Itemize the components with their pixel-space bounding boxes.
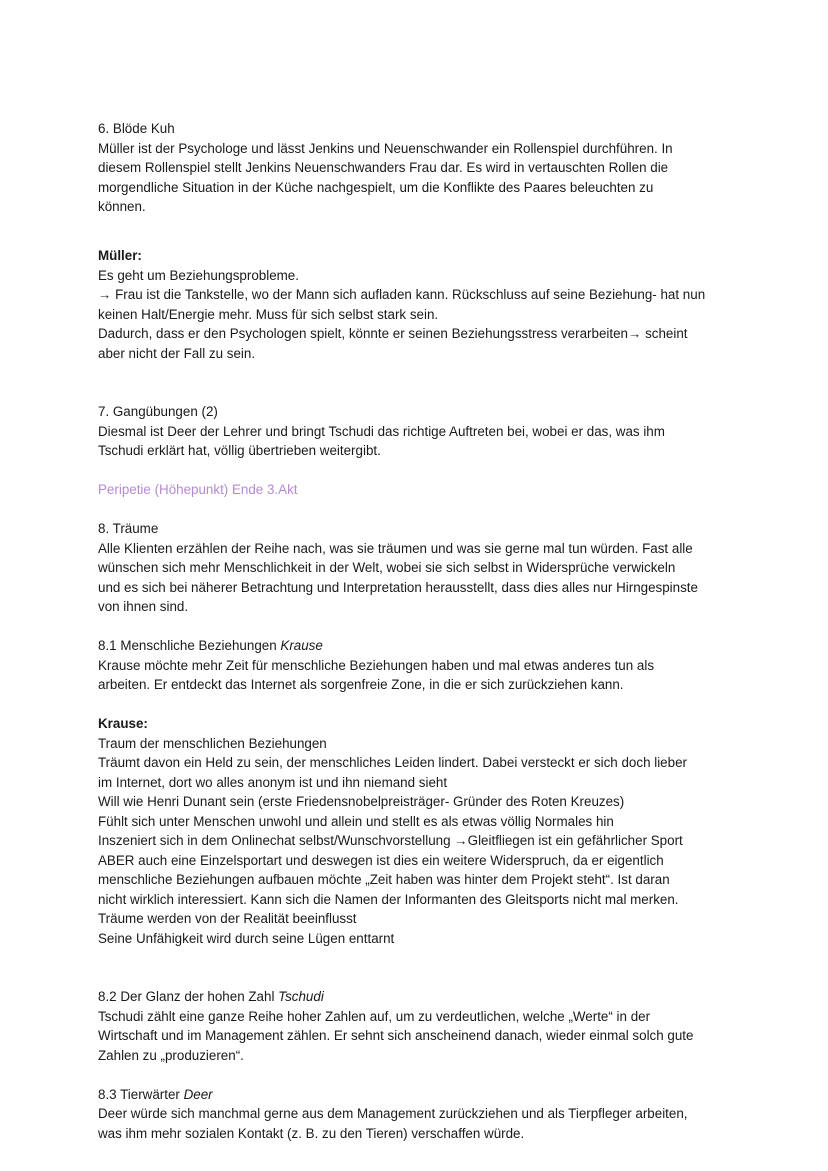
krause-line-7: Seine Unfähigkeit wird durch seine Lügen enttarnt — [98, 930, 395, 946]
section-8-1-body: Krause möchte mehr Zeit für menschliche Beziehungen haben und mal etwas anderes tun als arbeiten. Er entdeckt das Internet als sorgenfreie Zone, in die er sich zurückziehen kann. — [98, 657, 655, 692]
spacer — [98, 695, 788, 715]
section-8-3-heading-prefix: 8.3 Tierwärter — [98, 1086, 184, 1102]
mueller-line-3: Dadurch, dass er den Psychologen spielt, könnte er seinen Beziehungsstress verarbeiten→ scheint aber nicht der Fall zu sein. — [98, 326, 688, 361]
spacer — [98, 217, 788, 237]
spacer — [98, 968, 788, 988]
section-8-body: Alle Klienten erzählen der Reihe nach, was sie träumen und was sie gerne mal tun würden. Fast alle wünschen sich mehr Menschlichkeit in der Welt, wobei sie sich selbst in Widersprüche verwickeln und es sich bei näherer Betrachtung und Interpretation herausstellt, dass dies alles nur Hirngespinste von ihnen sind. — [98, 540, 698, 614]
section-7-heading: 7. Gangübungen (2) — [98, 404, 218, 419]
section-8-1-heading — [98, 636, 788, 656]
spacer — [98, 948, 788, 968]
spacer — [98, 461, 788, 481]
section-8-3-body: Deer würde sich manchmal gerne aus dem Management zurückziehen und als Tierpfleger arbeiten, was ihm mehr sozialen Kontakt (z. B. zu den Tieren) verschaffen würde. — [98, 1106, 688, 1141]
section-8-2-body: Tschudi zählt eine ganze Reihe hoher Zahlen auf, um zu verdeutlichen, welche „Werte“ in der Wirtschaft und im Management zählen. Er sehnt sich anscheinend danach, wieder einmal solch gute Zahlen zu „produzieren“. — [98, 1008, 694, 1063]
mueller-line-1: Es geht um Beziehungsprobleme. — [98, 267, 299, 283]
spacer — [98, 1065, 788, 1085]
krause-line-4: Fühlt sich unter Menschen unwohl und allein und stellt es als etwas völlig Normales hin — [98, 813, 614, 829]
krause-line-5: Inszeniert sich in dem Onlinechat selbst/Wunschvorstellung →Gleitfliegen ist ein gefährlicher Sport ABER auch eine Einzelsportart und deswegen ist dies ein weitere Widerspruch, da er eigentlich menschliche Beziehungen aufbauen möchte „Zeit haben was hinter dem Projekt steht“. Ist daran nicht wirklich interessiert. Kann sich die Namen der Informanten des Gleitsports nicht mal merken. — [98, 833, 683, 907]
section-6-body: Müller ist der Psychologe und lässt Jenkins und Neuenschwander ein Rollenspiel durchführen. In diesem Rollenspiel stellt Jenkins Neuenschwanders Frau dar. Es wird in vertauschten Rollen die morgendliche Situation in der Küche nachgespielt, um die Konflikte des Paares beleuchten zu können. — [98, 140, 673, 214]
section-6-heading: 6. Blöde Kuh — [98, 121, 175, 136]
spacer — [98, 383, 788, 403]
section-8-3-heading-name: Deer — [183, 1086, 213, 1102]
krause-line-6: Träume werden von der Realität beeinflusst — [98, 911, 357, 926]
section-8-2-heading — [98, 987, 788, 1007]
section-8-3-heading — [98, 1085, 788, 1105]
spacer — [98, 363, 788, 383]
peripetie-note: Peripetie (Höhepunkt) Ende 3.Akt — [98, 482, 298, 497]
mueller-label: Müller: — [98, 248, 142, 263]
section-8-2-heading-prefix: 8.2 Der Glanz der hohen Zahl — [98, 989, 279, 1004]
spacer — [98, 617, 788, 637]
spacer — [98, 236, 788, 246]
krause-line-2: Träumt davon ein Held zu sein, der menschliches Leiden lindert. Dabei versteckt er sich doch lieber im Internet, dort wo alles anonym ist und ihn niemand sieht — [98, 755, 687, 790]
krause-line-1: Traum der menschlichen Beziehungen — [98, 735, 327, 751]
krause-label: Krause: — [98, 716, 148, 731]
section-8-heading: 8. Träume — [98, 521, 159, 536]
section-7-body: Diesmal ist Deer der Lehrer und bringt Tschudi das richtige Auftreten bei, wobei er das, was ihm Tschudi erklärt hat, völlig übertrieben weitergibt. — [98, 423, 665, 458]
krause-line-3: Will wie Henri Dunant sein (erste Friedensnobelpreisträger- Gründer des Roten Kreuzes) — [98, 794, 625, 809]
section-8-2-heading-name: Tschudi — [278, 989, 324, 1004]
section-8-1-heading-prefix: 8.1 Menschliche Beziehungen — [98, 638, 281, 653]
section-8-1-heading-name: Krause — [280, 638, 323, 653]
spacer — [98, 500, 788, 520]
mueller-line-2: → Frau ist die Tankstelle, wo der Mann sich aufladen kann. Rückschluss auf seine Beziehung- hat nun keinen Halt/Energie mehr. Muss für sich selbst stark sein. — [98, 287, 706, 322]
